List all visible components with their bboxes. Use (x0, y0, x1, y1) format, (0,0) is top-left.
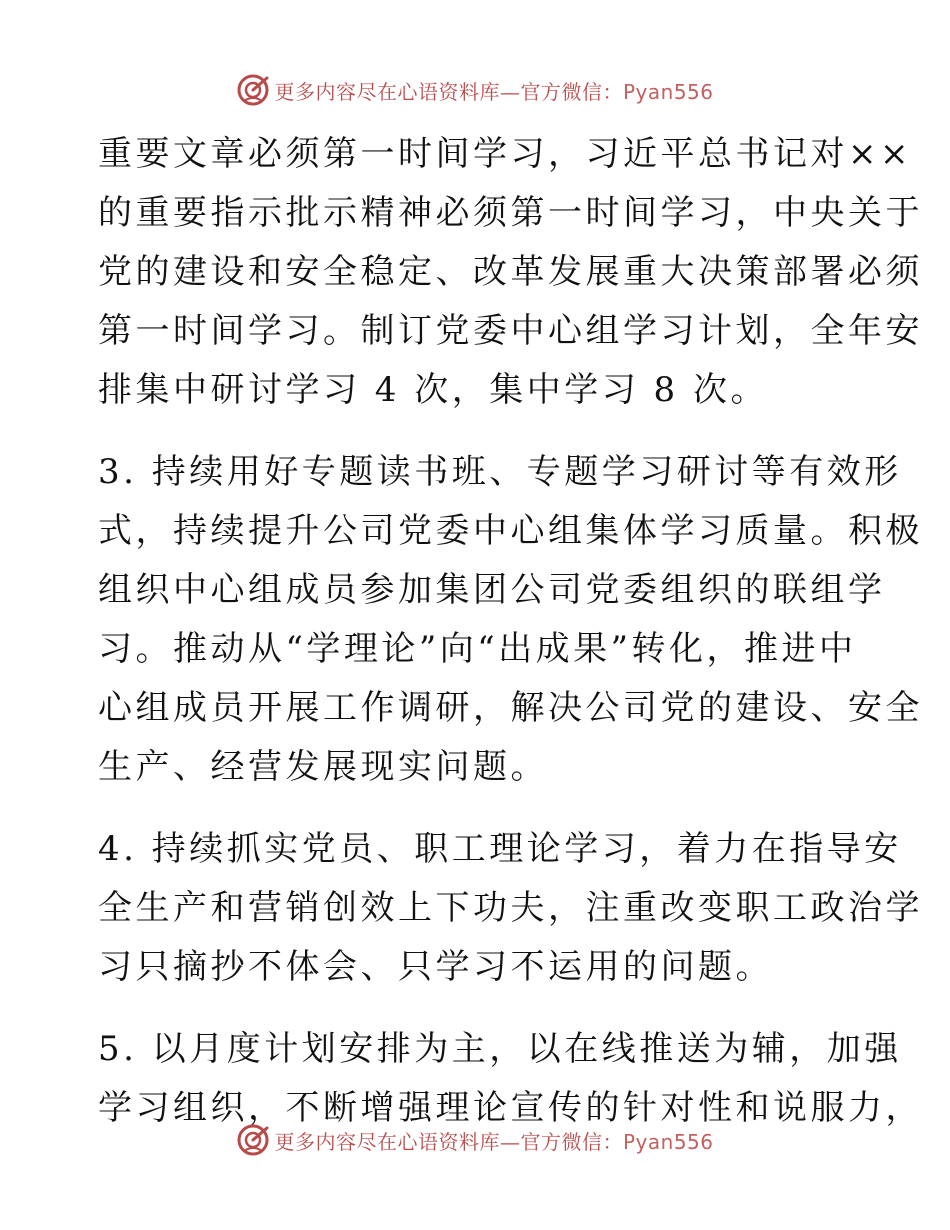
watermark-footer (0, 1120, 950, 1160)
watermark-text: 更多内容尽在心语资料库—官方微信：Pyan556 (274, 1129, 714, 1154)
paragraph-item-3 (98, 443, 923, 797)
text-line: 第一时间学习。制订党委中心组学习计划，全年安 (98, 311, 923, 351)
text-line: 学习组织，不断增强理论宣传的针对性和说服力， (98, 1088, 923, 1128)
text-line: 排集中研讨学习 4 次，集中学习 8 次。 (98, 370, 768, 410)
wechat-id: Pyan556 (622, 79, 714, 104)
watermark-header (0, 70, 950, 110)
text-line: 全生产和营销创效上下功夫，注重改变职工政治学 (98, 888, 923, 928)
paragraph-item-4 (98, 820, 923, 997)
text-line: 习只摘抄不体会、只学习不运用的问题。 (98, 947, 773, 987)
logo-icon (236, 1123, 270, 1157)
text-line: 习。推动从“学理论”向“出成果”转化，推进中 (98, 629, 857, 669)
document-body (98, 125, 923, 1138)
text-line: 式，持续提升公司党委中心组集体学习质量。积极 (98, 511, 923, 551)
watermark-text: 更多内容尽在心语资料库—官方微信：Pyan556 (274, 79, 714, 104)
wechat-id: Pyan556 (622, 1129, 714, 1154)
text-line: 心组成员开展工作调研，解决公司党的建设、安全 (98, 688, 923, 728)
text-line: 5. 以月度计划安排为主，以在线推送为辅，加强 (98, 1029, 902, 1069)
logo-icon (236, 73, 270, 107)
text-line: 的重要指示批示精神必须第一时间学习，中央关于 (98, 193, 923, 233)
paragraph-continuation (98, 125, 923, 420)
text-line: 生产、经营发展现实问题。 (98, 747, 548, 787)
text-line: 党的建设和安全稳定、改革发展重大决策部署必须 (98, 252, 923, 292)
text-line: 重要文章必须第一时间学习，习近平总书记对×× (98, 134, 912, 174)
text-line: 3. 持续用好专题读书班、专题学习研讨等有效形 (98, 452, 902, 492)
text-line: 组织中心组成员参加集团公司党委组织的联组学 (98, 570, 886, 610)
text-line: 4. 持续抓实党员、职工理论学习，着力在指导安 (98, 829, 902, 869)
